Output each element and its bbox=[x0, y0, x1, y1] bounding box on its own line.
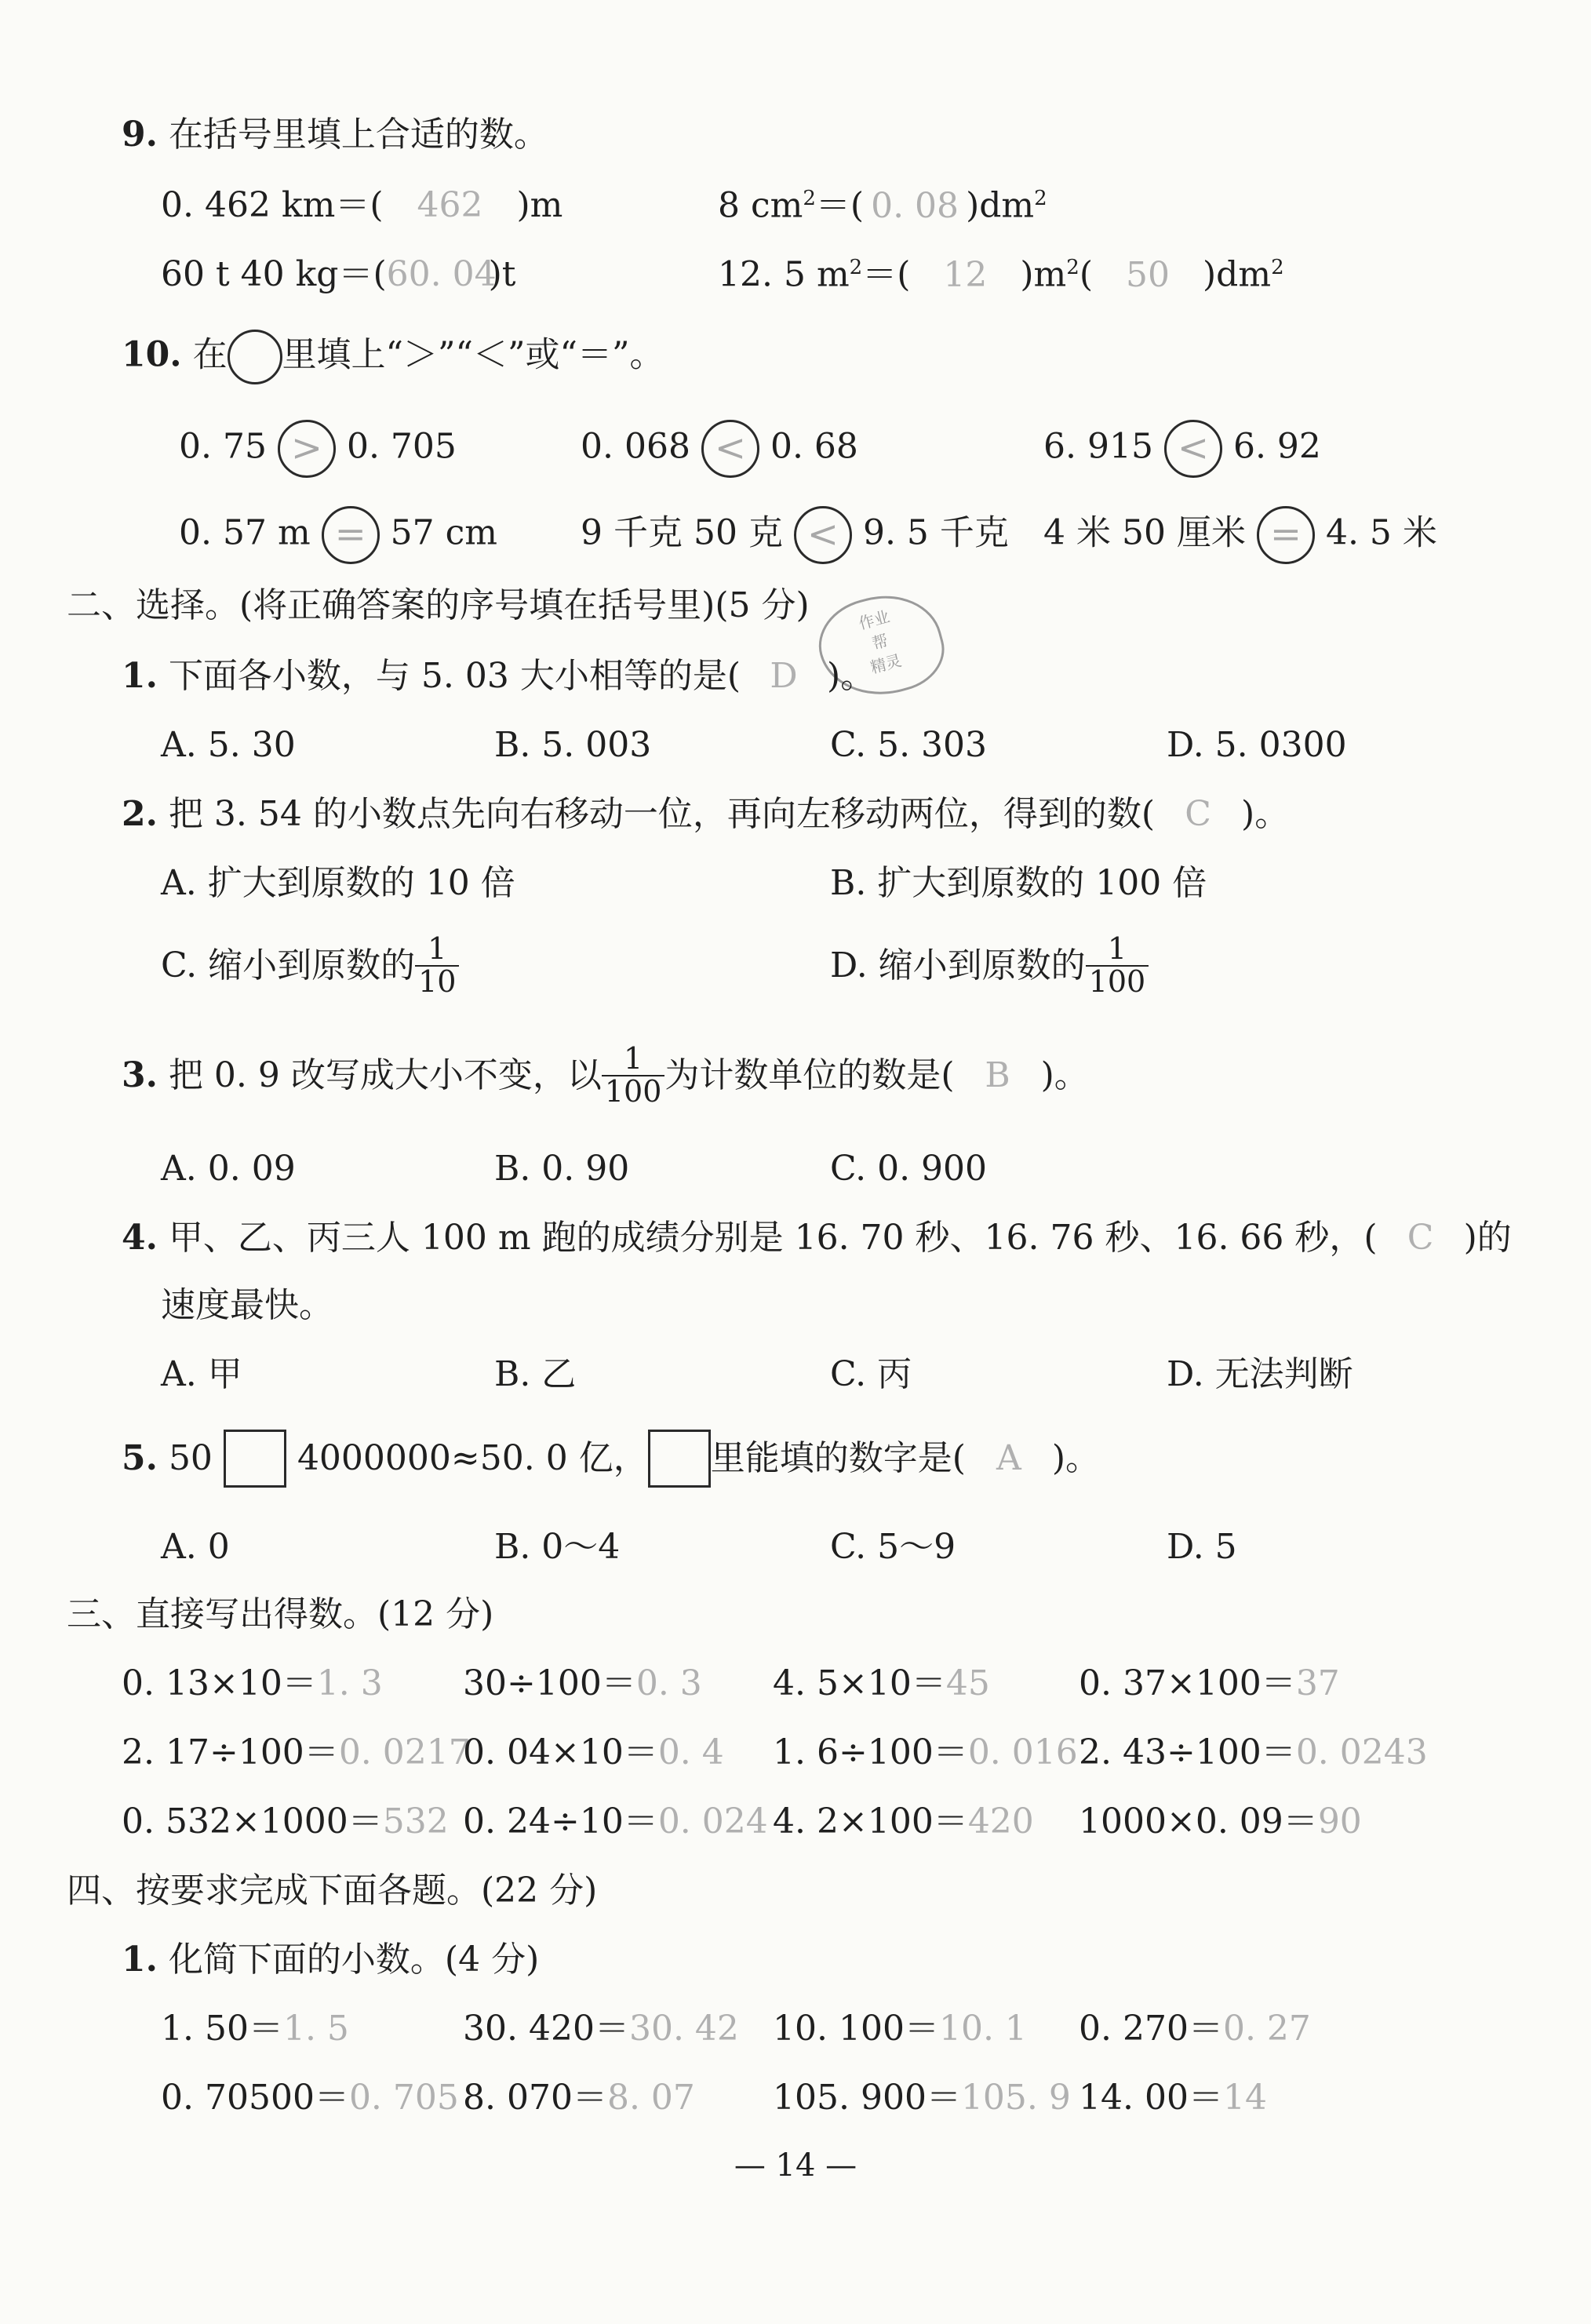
q10-item-2: 0. 068 < 0. 68 bbox=[581, 420, 858, 478]
calc-item: 2. 43÷100＝0. 0243 bbox=[1079, 1732, 1428, 1772]
s2-q4-opt-c: C. 丙 bbox=[830, 1354, 912, 1394]
s2-q2-opt-c: C. 缩小到原数的 $\frac{1}{10}$ bbox=[161, 934, 459, 998]
compare-circle: > bbox=[278, 420, 336, 478]
q9-r2a: 60 t 40 kg＝(60. 04)t bbox=[161, 254, 516, 294]
q9-r1b: 8 $cm^2=$( 0. 08 )$dm^2$ bbox=[718, 185, 1047, 226]
compare-circle: < bbox=[1164, 420, 1222, 478]
s2-q4-opt-a: A. 甲 bbox=[161, 1354, 242, 1394]
simplify-item: 30. 420＝30. 42 bbox=[463, 2009, 739, 2049]
s2-q5-opt-c: C. 5～9 bbox=[830, 1527, 956, 1567]
s2-q3: 3. 把 0. 9 改写成大小不变，以 $\frac{1}{100}$ 为计数单位的数是( B )。 bbox=[122, 1041, 1089, 1109]
s2-q1-opt-b: B. 5. 003 bbox=[494, 725, 652, 765]
s2-q5: 5. 50 4000000≈50. 0 亿， 里能填的数字是( A )。 bbox=[122, 1430, 1100, 1488]
q10-item-5: 9 千克 50 克 < 9. 5 千克 bbox=[581, 506, 1009, 564]
compare-circle: = bbox=[1257, 506, 1315, 564]
s2-q3-opt-a: A. 0. 09 bbox=[161, 1149, 296, 1189]
calc-item: 0. 04×10＝0. 4 bbox=[463, 1732, 724, 1772]
empty-circle-icon bbox=[228, 330, 282, 384]
s2-q3-opt-b: B. 0. 90 bbox=[494, 1149, 630, 1189]
s4-q1-title: 1. 化简下面的小数。(4 分) bbox=[122, 1940, 540, 1980]
q9-r2b: 12. 5 $m^2=$( 12 )$m^2$( 50 )$dm^2$ bbox=[718, 254, 1284, 295]
q10-item-1: 0. 75 > 0. 705 bbox=[179, 420, 457, 478]
calc-item: 2. 17÷100＝0. 0217 bbox=[122, 1732, 471, 1772]
compare-circle: = bbox=[322, 506, 380, 564]
simplify-item: 105. 900＝105. 9 bbox=[773, 2078, 1071, 2118]
q10-item-6: 4 米 50 厘米 = 4. 5 米 bbox=[1043, 506, 1437, 564]
s2-q1-opt-d: D. 5. 0300 bbox=[1167, 725, 1347, 765]
q10-item-3: 6. 915 < 6. 92 bbox=[1043, 420, 1321, 478]
blank-box bbox=[224, 1430, 286, 1488]
stamp-logo: 作业 帮 精灵 bbox=[809, 582, 952, 709]
blank-box bbox=[648, 1430, 711, 1488]
calc-item: 0. 37×100＝37 bbox=[1079, 1663, 1340, 1703]
calc-item: 4. 5×10＝45 bbox=[773, 1663, 990, 1703]
s2-q5-opt-d: D. 5 bbox=[1167, 1527, 1237, 1567]
calc-item: 0. 13×10＝1. 3 bbox=[122, 1663, 383, 1703]
section3-heading: 三、直接写出得数。(12 分) bbox=[67, 1594, 494, 1634]
page-number: — 14 — bbox=[734, 2147, 857, 2184]
q9-r1a: 0. 462 km＝( 462 )m bbox=[161, 185, 563, 225]
calc-item: 0. 532×1000＝532 bbox=[122, 1801, 449, 1841]
s2-q4: 4. 甲、乙、丙三人 100 m 跑的成绩分别是 16. 70 秒、16. 76 秒、16. 66 秒，( C )的 bbox=[122, 1218, 1512, 1258]
q10-item-4: 0. 57 m = 57 cm bbox=[179, 506, 497, 564]
section4-heading: 四、按要求完成下面各题。(22 分) bbox=[67, 1870, 598, 1911]
calc-item: 1000×0. 09＝90 bbox=[1079, 1801, 1362, 1841]
s2-q2-opt-b: B. 扩大到原数的 100 倍 bbox=[830, 863, 1207, 903]
s2-q2-opt-a: A. 扩大到原数的 10 倍 bbox=[161, 863, 515, 903]
simplify-item: 0. 270＝0. 27 bbox=[1079, 2009, 1311, 2049]
simplify-item: 14. 00＝14 bbox=[1079, 2078, 1267, 2118]
s2-q1-opt-c: C. 5. 303 bbox=[830, 725, 988, 765]
simplify-item: 1. 50＝1. 5 bbox=[161, 2009, 349, 2049]
s2-q3-opt-c: C. 0. 900 bbox=[830, 1149, 988, 1189]
s2-q4-opt-b: B. 乙 bbox=[494, 1354, 577, 1394]
calc-item: 4. 2×100＝420 bbox=[773, 1801, 1034, 1841]
calc-item: 1. 6÷100＝0. 016 bbox=[773, 1732, 1078, 1772]
simplify-item: 8. 070＝8. 07 bbox=[463, 2078, 695, 2118]
calc-item: 30÷100＝0. 3 bbox=[463, 1663, 702, 1703]
s2-q5-opt-b: B. 0～4 bbox=[494, 1527, 621, 1567]
s2-q4-line2: 速度最快。 bbox=[161, 1285, 333, 1325]
s2-q1: 1. 下面各小数，与 5. 03 大小相等的是( D )。 bbox=[122, 656, 876, 696]
simplify-item: 10. 100＝10. 1 bbox=[773, 2009, 1027, 2049]
s2-q1-opt-a: A. 5. 30 bbox=[161, 725, 296, 765]
s2-q4-opt-d: D. 无法判断 bbox=[1167, 1354, 1353, 1394]
simplify-item: 0. 70500＝0. 705 bbox=[161, 2078, 459, 2118]
section2-heading: 二、选择。(将正确答案的序号填在括号里)(5 分) bbox=[67, 585, 810, 625]
s2-q2: 2. 把 3. 54 的小数点先向右移动一位，再向左移动两位，得到的数( C )。 bbox=[122, 794, 1290, 834]
s2-q5-opt-a: A. 0 bbox=[161, 1527, 230, 1567]
calc-item: 0. 24÷10＝0. 024 bbox=[463, 1801, 768, 1841]
q9-title: 9. 在括号里填上合适的数。 bbox=[122, 115, 548, 155]
s2-q2-opt-d: D. 缩小到原数的 $\frac{1}{100}$ bbox=[830, 934, 1149, 998]
q10-title: 10. 在 里填上“＞”“＜”或“＝”。 bbox=[122, 330, 664, 384]
compare-circle: < bbox=[794, 506, 852, 564]
compare-circle: < bbox=[701, 420, 759, 478]
